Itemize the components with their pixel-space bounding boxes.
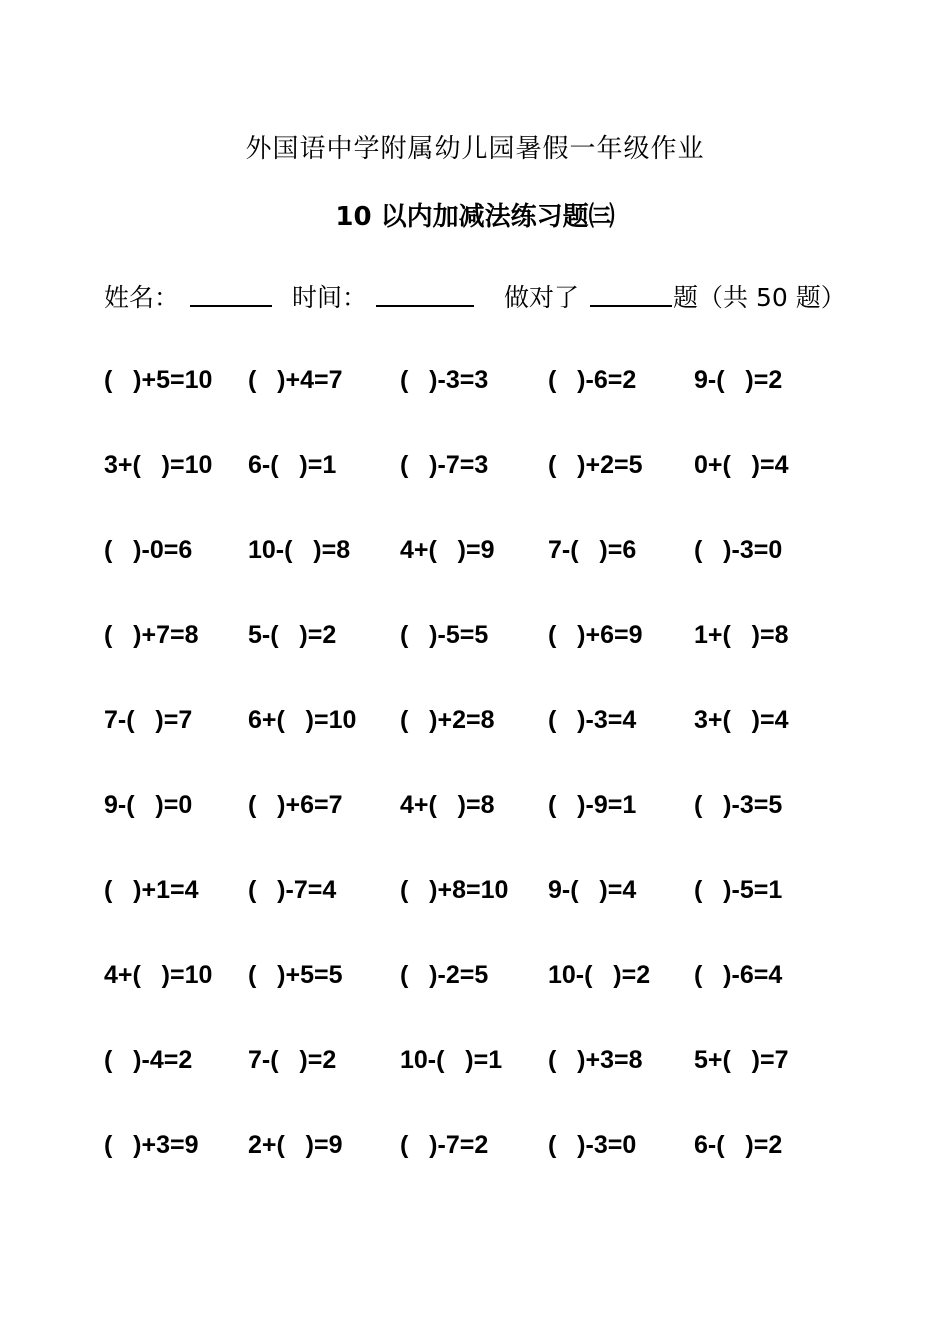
math-problem: ( )-5=5 — [400, 621, 489, 649]
math-problem: ( )-3=4 — [548, 706, 637, 734]
math-problem: 3+( )=4 — [694, 706, 789, 734]
math-problem: ( )-3=5 — [694, 791, 783, 819]
total-label: 题（共 50 题） — [673, 283, 846, 312]
math-problem: ( )+2=8 — [400, 706, 495, 734]
math-problem: 3+( )=10 — [104, 451, 213, 479]
math-problem: 0+( )=4 — [694, 451, 789, 479]
problem-row — [104, 362, 824, 447]
math-problem: ( )-6=4 — [694, 961, 783, 989]
math-problem: 4+( )=9 — [400, 536, 495, 564]
math-problem: ( )+6=9 — [548, 621, 643, 649]
math-problem: ( )-2=5 — [400, 961, 489, 989]
problem-row — [104, 957, 824, 1042]
problem-row — [104, 1127, 824, 1212]
math-problem: ( )+3=9 — [104, 1131, 199, 1159]
math-problem: 9-( )=4 — [548, 876, 637, 904]
problem-grid — [104, 362, 824, 1212]
math-problem: ( )-7=3 — [400, 451, 489, 479]
math-problem: ( )-4=2 — [104, 1046, 193, 1074]
math-problem: ( )-3=0 — [548, 1131, 637, 1159]
math-problem: 6+( )=10 — [248, 706, 357, 734]
math-problem: 9-( )=2 — [694, 366, 783, 394]
worksheet-subtitle: 10 以内加减法练习题㈢ — [335, 202, 615, 232]
problem-row — [104, 872, 824, 957]
problem-row — [104, 702, 824, 787]
student-info-row — [104, 278, 864, 314]
math-problem: ( )-7=2 — [400, 1131, 489, 1159]
math-problem: 9-( )=0 — [104, 791, 193, 819]
math-problem: ( )-3=3 — [400, 366, 489, 394]
math-problem: ( )+2=5 — [548, 451, 643, 479]
math-problem: 5+( )=7 — [694, 1046, 789, 1074]
math-problem: ( )+1=4 — [104, 876, 199, 904]
math-problem: 2+( )=9 — [248, 1131, 343, 1159]
problem-row — [104, 787, 824, 872]
math-problem: ( )-5=1 — [694, 876, 783, 904]
time-label: 时间： — [292, 283, 368, 312]
math-problem: ( )+4=7 — [248, 366, 343, 394]
math-problem: ( )-3=0 — [694, 536, 783, 564]
math-problem: ( )+8=10 — [400, 876, 509, 904]
math-problem: ( )-0=6 — [104, 536, 193, 564]
math-problem: 10-( )=2 — [548, 961, 651, 989]
math-problem: 4+( )=10 — [104, 961, 213, 989]
problem-row — [104, 532, 824, 617]
math-problem: 10-( )=1 — [400, 1046, 503, 1074]
math-problem: ( )+5=5 — [248, 961, 343, 989]
math-problem: 6-( )=2 — [694, 1131, 783, 1159]
math-problem: ( )+3=8 — [548, 1046, 643, 1074]
math-problem: 1+( )=8 — [694, 621, 789, 649]
math-problem: ( )-9=1 — [548, 791, 637, 819]
math-problem: ( )-7=4 — [248, 876, 337, 904]
correct-label: 做对了 — [504, 283, 580, 312]
name-label: 姓名： — [104, 283, 180, 312]
math-problem: 6-( )=1 — [248, 451, 337, 479]
math-problem: 5-( )=2 — [248, 621, 337, 649]
problem-row — [104, 1042, 824, 1127]
problem-row — [104, 447, 824, 532]
math-problem: 7-( )=2 — [248, 1046, 337, 1074]
math-problem: ( )+5=10 — [104, 366, 213, 394]
math-problem: ( )+7=8 — [104, 621, 199, 649]
math-problem: ( )-6=2 — [548, 366, 637, 394]
problem-row — [104, 617, 824, 702]
math-problem: ( )+6=7 — [248, 791, 343, 819]
math-problem: 7-( )=6 — [548, 536, 637, 564]
worksheet-title: 外国语中学附属幼儿园暑假一年级作业 — [245, 134, 705, 164]
math-problem: 7-( )=7 — [104, 706, 193, 734]
math-problem: 10-( )=8 — [248, 536, 351, 564]
math-problem: 4+( )=8 — [400, 791, 495, 819]
